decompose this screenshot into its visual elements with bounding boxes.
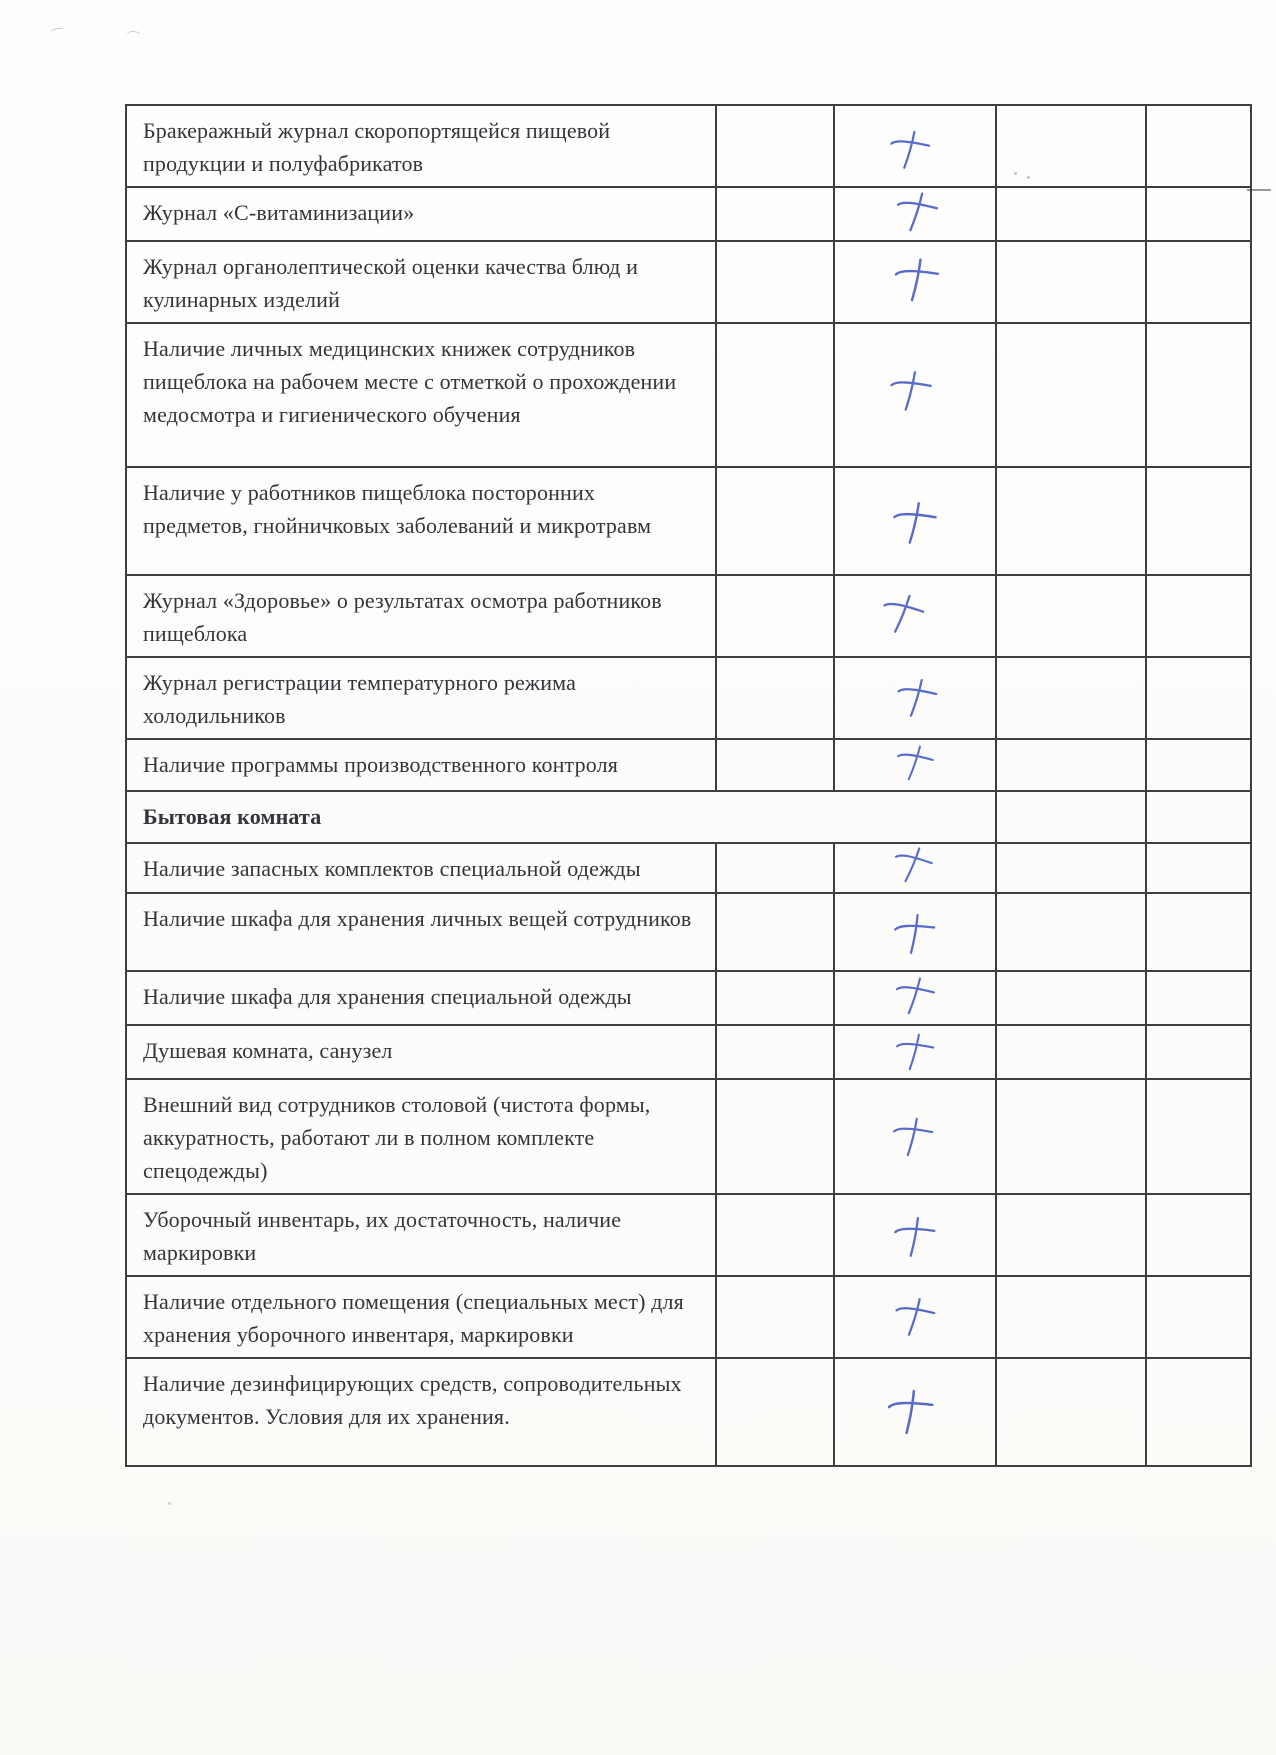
check-mark-icon — [889, 1028, 941, 1076]
empty-cell — [996, 843, 1146, 893]
scan-artifact — [50, 27, 65, 37]
check-cell — [834, 467, 996, 575]
table-row — [126, 323, 1251, 467]
empty-cell — [716, 241, 834, 323]
check-cell — [834, 105, 996, 187]
table-row — [126, 1079, 1251, 1194]
empty-cell — [996, 1358, 1146, 1466]
checklist-table-body — [126, 105, 1251, 1466]
empty-cell — [996, 791, 1146, 843]
empty-cell — [996, 739, 1146, 791]
empty-cell — [1146, 893, 1251, 971]
empty-cell — [996, 893, 1146, 971]
empty-cell — [1146, 971, 1251, 1025]
empty-cell — [1146, 575, 1251, 657]
empty-cell — [1146, 843, 1251, 893]
empty-cell — [716, 105, 834, 187]
row-label: Бракеражный журнал скоропортящейся пищевой продукции и полуфабрикатов — [126, 105, 716, 187]
table-row — [126, 1194, 1251, 1276]
empty-cell — [716, 739, 834, 791]
row-label: Наличие запасных комплектов специальной одежды — [126, 843, 716, 893]
check-cell — [834, 843, 996, 893]
empty-cell — [1146, 1358, 1251, 1466]
empty-cell — [1146, 187, 1251, 241]
row-label: Наличие программы производственного контроля — [126, 739, 716, 791]
empty-cell — [996, 575, 1146, 657]
check-cell — [834, 187, 996, 241]
row-label: Внешний вид сотрудников столовой (чистота формы, аккуратность, работают ли в полном комплекте спецодежды) — [126, 1079, 716, 1194]
empty-cell — [1146, 467, 1251, 575]
check-cell — [834, 739, 996, 791]
table-row — [126, 971, 1251, 1025]
empty-cell — [996, 1025, 1146, 1079]
empty-cell — [716, 467, 834, 575]
check-mark-icon — [888, 254, 946, 307]
check-mark-icon — [888, 1213, 942, 1261]
check-cell — [834, 971, 996, 1025]
empty-cell — [716, 1358, 834, 1466]
empty-cell — [1146, 323, 1251, 467]
empty-cell — [996, 1276, 1146, 1358]
table-row — [126, 467, 1251, 575]
empty-cell — [1146, 1194, 1251, 1276]
empty-cell — [996, 187, 1146, 241]
row-label: Журнал «С-витаминизации» — [126, 187, 716, 241]
empty-cell — [996, 1079, 1146, 1194]
check-mark-icon — [882, 1386, 940, 1438]
empty-cell — [716, 843, 834, 893]
table-row — [126, 105, 1251, 187]
empty-cell — [716, 657, 834, 739]
table-row — [126, 739, 1251, 791]
empty-cell — [716, 575, 834, 657]
check-cell — [834, 1194, 996, 1276]
empty-cell — [716, 1276, 834, 1358]
empty-cell — [1146, 105, 1251, 187]
check-cell — [834, 1276, 996, 1358]
empty-cell — [1146, 1025, 1251, 1079]
empty-cell — [1146, 657, 1251, 739]
table-row — [126, 843, 1251, 893]
scan-artifact — [168, 1502, 171, 1505]
row-label: Журнал органолептической оценки качества блюд и кулинарных изделий — [126, 241, 716, 323]
row-label: Наличие у работников пищеблока посторонних предметов, гнойничковых заболеваний и микротравм — [126, 467, 716, 575]
table-row — [126, 241, 1251, 323]
check-mark-icon — [889, 672, 945, 723]
check-cell — [834, 1025, 996, 1079]
scan-artifact — [126, 30, 141, 39]
empty-cell — [996, 467, 1146, 575]
table-row — [126, 657, 1251, 739]
check-mark-icon — [888, 185, 946, 239]
check-mark-icon — [882, 125, 937, 176]
empty-cell — [716, 971, 834, 1025]
empty-cell — [996, 323, 1146, 467]
table-row — [126, 187, 1251, 241]
section-title: Бытовая комната — [126, 791, 996, 843]
check-mark-icon — [887, 1291, 943, 1342]
empty-cell — [716, 893, 834, 971]
row-label: Душевая комната, санузел — [126, 1025, 716, 1079]
empty-cell — [996, 1194, 1146, 1276]
section-header-row — [126, 791, 1251, 843]
empty-cell — [1146, 241, 1251, 323]
row-label: Уборочный инвентарь, их достаточность, наличие маркировки — [126, 1194, 716, 1276]
check-mark-icon — [889, 910, 942, 957]
table-row — [126, 1025, 1251, 1079]
empty-cell — [716, 187, 834, 241]
empty-cell — [996, 657, 1146, 739]
empty-cell — [716, 323, 834, 467]
row-label: Журнал «Здоровье» о результатах осмотра работников пищеблока — [126, 575, 716, 657]
table-row — [126, 893, 1251, 971]
check-cell — [834, 575, 996, 657]
check-cell — [834, 1358, 996, 1466]
empty-cell — [996, 971, 1146, 1025]
check-mark-icon — [885, 838, 942, 891]
check-mark-icon — [886, 1112, 940, 1161]
check-mark-icon — [883, 366, 939, 417]
table-row — [126, 575, 1251, 657]
check-cell — [834, 1079, 996, 1194]
checklist-table — [125, 104, 1252, 1467]
empty-cell — [1146, 739, 1251, 791]
empty-cell — [996, 105, 1146, 187]
check-mark-icon — [889, 739, 942, 788]
check-cell — [834, 323, 996, 467]
row-label: Журнал регистрации температурного режима холодильников — [126, 657, 716, 739]
empty-cell — [1146, 1079, 1251, 1194]
row-label: Наличие шкафа для хранения личных вещей сотрудников — [126, 893, 716, 971]
empty-cell — [716, 1079, 834, 1194]
check-cell — [834, 893, 996, 971]
row-label: Наличие отдельного помещения (специальных мест) для хранения уборочного инвентаря, маркировки — [126, 1276, 716, 1358]
table-row — [126, 1276, 1251, 1358]
row-label: Наличие дезинфицирующих средств, сопроводительных документов. Условия для их хранения. — [126, 1358, 716, 1466]
empty-cell — [996, 241, 1146, 323]
check-mark-icon — [887, 971, 942, 1022]
row-label: Наличие шкафа для хранения специальной одежды — [126, 971, 716, 1025]
check-mark-icon — [873, 586, 934, 643]
check-cell — [834, 657, 996, 739]
empty-cell — [716, 1194, 834, 1276]
empty-cell — [1146, 791, 1251, 843]
table-row — [126, 1358, 1251, 1466]
row-label: Наличие личных медицинских книжек сотрудников пищеблока на рабочем месте с отметкой о прохождении медосмотра и гигиенического обучения — [126, 323, 716, 467]
empty-cell — [1146, 1276, 1251, 1358]
empty-cell — [716, 1025, 834, 1079]
check-mark-icon — [886, 497, 944, 550]
check-cell — [834, 241, 996, 323]
